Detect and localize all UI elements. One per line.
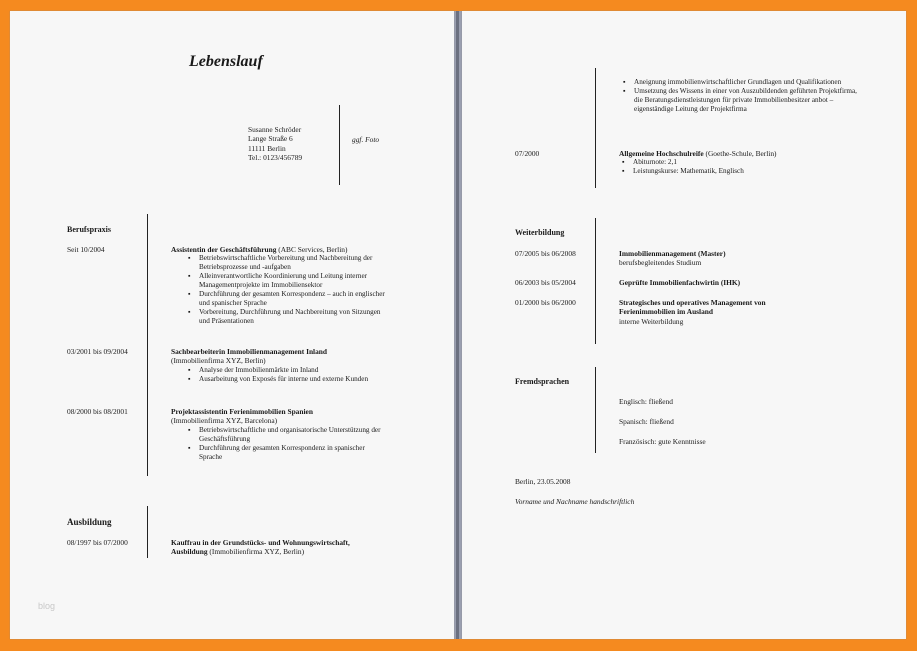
contact-divider <box>339 105 340 185</box>
training-sub: berufsbegleitendes Studium <box>619 258 702 268</box>
berufspraxis-divider <box>147 214 148 476</box>
training-date: 07/2005 bis 06/2008 <box>515 249 576 258</box>
job-date: Seit 10/2004 <box>67 245 105 254</box>
job-company: (ABC Services, Berlin) <box>276 245 348 254</box>
education-entry <box>171 538 350 557</box>
education-bullet: ▪ Aneignung immobilienwirtschaftlicher Grundlagen und Qualifikationen <box>620 78 859 87</box>
training-title: Geprüfte Immobilienfachwirtin (IHK) <box>619 278 741 287</box>
job-date: 03/2001 bis 09/2004 <box>67 347 128 356</box>
photo-placeholder: ggf. Foto <box>352 135 380 144</box>
signature-placeholder: Vorname und Nachname handschriftlich <box>515 497 635 506</box>
job-title: Assistentin der Geschäftsführung <box>171 245 277 254</box>
school-bullet: ▪ Leistungskurse: Mathematik, Englisch <box>619 167 823 176</box>
job-date: 08/2000 bis 08/2001 <box>67 407 128 416</box>
document-title: Lebenslauf <box>189 53 263 70</box>
job-bullet: ▪ Vorbereitung, Durchführung und Nachbereitung von Sitzungen und Präsentationen <box>185 308 389 326</box>
section-heading-fremdsprachen: Fremdsprachen <box>515 377 570 386</box>
language-item: Französisch: gute Kenntnisse <box>619 437 706 446</box>
place-date: Berlin, 23.05.2008 <box>515 477 571 486</box>
school-date: 07/2000 <box>515 149 540 158</box>
school-title: Allgemeine Hochschulreife <box>619 149 704 158</box>
section-heading-weiterbildung: Weiterbildung <box>515 228 565 237</box>
job-bullet: ▪ Betriebswirtschaftliche Vorbereitung und Nachbereitung der Betriebsprozesse und -aufgaben <box>185 254 389 272</box>
training-entry <box>619 298 819 326</box>
document-page-right <box>462 11 906 639</box>
job-bullet: ▪ Durchführung der gesamten Korrespondenz – auch in englischer und spanischer Sprache <box>185 290 389 308</box>
job-bullet: ▪ Analyse der Immobilienmärkte im Inland <box>185 366 389 375</box>
contact-street: Lange Straße 6 <box>248 134 293 144</box>
education-title: Kauffrau in der Grundstücks- und Wohnungswirtschaft, <box>171 538 350 547</box>
training-date: 06/2003 bis 05/2004 <box>515 278 576 287</box>
language-item: Spanisch: fließend <box>619 417 674 426</box>
training-date: 01/2000 bis 06/2000 <box>515 298 576 307</box>
training-entry <box>619 278 740 287</box>
job-entry <box>171 245 389 326</box>
job-company: (Immobilienfirma XYZ, Barcelona) <box>171 416 278 426</box>
contact-block <box>248 125 302 163</box>
page-gutter-shadow <box>456 11 459 639</box>
school-name: (Goethe-Schule, Berlin) <box>703 149 777 158</box>
contact-city: 11111 Berlin <box>248 143 286 153</box>
job-entry <box>171 407 389 462</box>
education-date: 08/1997 bis 07/2000 <box>67 538 128 547</box>
job-entry <box>171 347 389 384</box>
job-title: Projektassistentin Ferienimmobilien Spanien <box>171 407 313 416</box>
language-item: Englisch: fließend <box>619 397 673 406</box>
fremdsprachen-divider <box>595 367 596 453</box>
training-entry <box>619 249 726 268</box>
top-divider <box>595 68 596 188</box>
training-title: Strategisches und operatives Management von Ferienimmobilien im Ausland <box>619 298 766 317</box>
school-bullet: ▪ Abiturnote: 2,1 <box>619 158 823 167</box>
training-sub: interne Weiterbildung <box>619 316 684 326</box>
education-bullet: ▪ Umsetzung des Wissens in einer von Auszubildenden geführten Projektfirma, die Beratungsdienstleistungen für private Immobilienbesitzer anbot – eigenständige Leitung der Projektfirma <box>620 87 859 114</box>
education-type: Ausbildung <box>171 547 208 557</box>
contact-phone: Tel.: 0123/456789 <box>248 153 303 163</box>
watermark: blog <box>38 601 56 611</box>
document-page-left <box>10 11 454 639</box>
job-bullet: ▪ Ausarbeitung von Exposés für interne und externe Kunden <box>185 375 389 384</box>
ausbildung-divider <box>147 506 148 558</box>
contact-name: Susanne Schröder <box>248 125 302 134</box>
education-bullets <box>620 78 859 114</box>
section-heading-berufspraxis: Berufspraxis <box>67 225 111 234</box>
school-entry <box>619 149 823 176</box>
weiterbildung-divider <box>595 218 596 344</box>
section-heading-ausbildung: Ausbildung <box>67 517 112 527</box>
job-bullet: ▪ Alleinverantwortliche Koordinierung und Leitung interner Managementprojekte im Immobiliensektor <box>185 272 389 290</box>
job-title: Sachbearbeiterin Immobilienmanagement Inland <box>171 347 328 356</box>
education-company: (Immobilienfirma XYZ, Berlin) <box>207 547 305 557</box>
training-title: Immobilienmanagement (Master) <box>619 249 726 258</box>
job-bullet: ▪ Betriebswirtschaftliche und organisatorische Unterstützung der Geschäftsführung <box>185 426 389 444</box>
job-bullet: ▪ Durchführung der gesamten Korrespondenz in spanischer Sprache <box>185 444 389 462</box>
job-company: (Immobilienfirma XYZ, Berlin) <box>171 356 266 366</box>
